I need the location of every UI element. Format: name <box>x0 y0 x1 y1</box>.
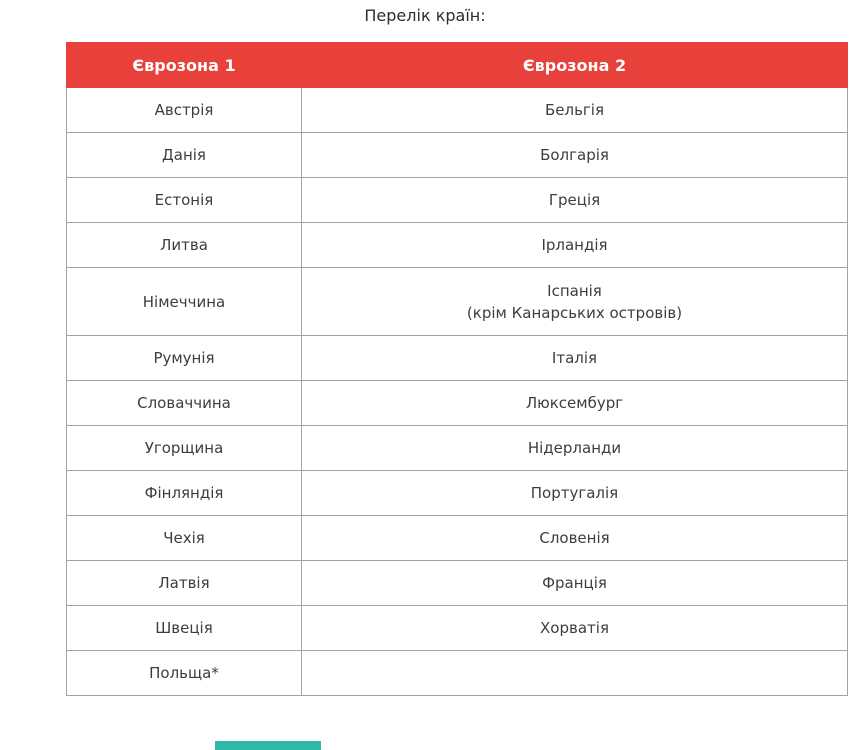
cell-country: Словенія <box>302 516 848 561</box>
table-row <box>67 426 848 471</box>
table-row <box>67 606 848 651</box>
cell-country: Італія <box>302 336 848 381</box>
header-eurozone-1: Єврозона 1 <box>67 43 302 88</box>
table-row <box>67 223 848 268</box>
table-row <box>67 268 848 336</box>
table-row <box>67 651 848 696</box>
table-row <box>67 88 848 133</box>
cell-country: Бельгія <box>302 88 848 133</box>
cell-country: Швеція <box>67 606 302 651</box>
table-row <box>67 381 848 426</box>
cell-country: Греція <box>302 178 848 223</box>
table-row <box>67 133 848 178</box>
table-row <box>67 336 848 381</box>
table-row <box>67 561 848 606</box>
cell-country: Австрія <box>67 88 302 133</box>
cell-country: Ірландія <box>302 223 848 268</box>
cell-country: Словаччина <box>67 381 302 426</box>
cell-country: Португалія <box>302 471 848 516</box>
cell-country: Хорватія <box>302 606 848 651</box>
cell-country: Литва <box>67 223 302 268</box>
table-row <box>67 178 848 223</box>
cell-country <box>302 651 848 696</box>
page-title: Перелік країн: <box>364 6 486 25</box>
cell-country: Німеччина <box>67 268 302 336</box>
bottom-teal-bar <box>215 741 321 750</box>
cell-country: Фінляндія <box>67 471 302 516</box>
cell-country: Угорщина <box>67 426 302 471</box>
countries-table <box>66 42 848 696</box>
cell-country: Латвія <box>67 561 302 606</box>
header-eurozone-2: Єврозона 2 <box>302 43 848 88</box>
cell-country: Іспанія (крім Канарських островів) <box>302 268 848 336</box>
cell-country: Франція <box>302 561 848 606</box>
table-row <box>67 516 848 561</box>
cell-country: Данія <box>67 133 302 178</box>
cell-country: Чехія <box>67 516 302 561</box>
cell-country: Нідерланди <box>302 426 848 471</box>
cell-country: Румунія <box>67 336 302 381</box>
cell-country: Болгарія <box>302 133 848 178</box>
cell-country: Люксембург <box>302 381 848 426</box>
table-header-row <box>67 43 848 88</box>
cell-country: Польща* <box>67 651 302 696</box>
table-row <box>67 471 848 516</box>
cell-country: Естонія <box>67 178 302 223</box>
